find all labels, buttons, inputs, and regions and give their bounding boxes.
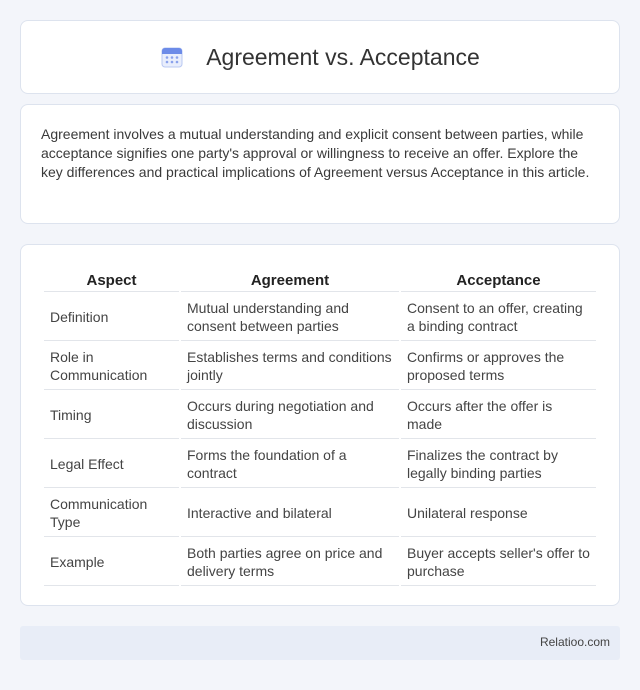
table-row — [44, 539, 596, 586]
table-cell-agreement: Forms the foundation of a contract — [181, 441, 399, 488]
table-row — [44, 441, 596, 488]
table-cell-acceptance: Occurs after the offer is made — [401, 392, 596, 439]
table-cell-agreement: Interactive and bilateral — [181, 490, 399, 537]
comparison-table — [42, 265, 598, 588]
table-cell-agreement: Both parties agree on price and delivery terms — [181, 539, 399, 586]
page-title: Agreement vs. Acceptance — [206, 43, 480, 70]
table-cell-aspect: Role in Communication — [44, 343, 179, 390]
table-cell-acceptance: Confirms or approves the proposed terms — [401, 343, 596, 390]
table-row — [44, 392, 596, 439]
table-cell-aspect: Example — [44, 539, 179, 586]
column-header-agreement: Agreement — [181, 267, 399, 292]
table-row — [44, 343, 596, 390]
table-cell-aspect: Communication Type — [44, 490, 179, 537]
intro-card — [20, 104, 620, 224]
table-cell-acceptance: Buyer accepts seller's offer to purchase — [401, 539, 596, 586]
table-header-row — [44, 267, 596, 292]
table-cell-agreement: Establishes terms and conditions jointly — [181, 343, 399, 390]
intro-text: Agreement involves a mutual understanding and explicit consent between parties, while acceptance signifies one party's approval or willingness to receive an offer. Explore the key differences and practical implications of Agreement versus Acceptance in this article. — [41, 126, 590, 180]
table-cell-acceptance: Consent to an offer, creating a binding contract — [401, 294, 596, 341]
footer-bar — [20, 626, 620, 660]
table-row — [44, 294, 596, 341]
table-card — [20, 244, 620, 606]
header-card — [20, 20, 620, 94]
table-cell-aspect: Timing — [44, 392, 179, 439]
table-row — [44, 490, 596, 537]
table-cell-acceptance: Unilateral response — [401, 490, 596, 537]
table-cell-agreement: Mutual understanding and consent between parties — [181, 294, 399, 341]
column-header-aspect: Aspect — [44, 267, 179, 292]
footer-brand[interactable]: Relatioo.com — [539, 635, 610, 649]
table-cell-agreement: Occurs during negotiation and discussion — [181, 392, 399, 439]
calendar-icon — [160, 45, 184, 69]
table-cell-aspect: Definition — [44, 294, 179, 341]
column-header-acceptance: Acceptance — [401, 267, 596, 292]
table-cell-acceptance: Finalizes the contract by legally binding parties — [401, 441, 596, 488]
title-wrap — [160, 44, 480, 71]
table-cell-aspect: Legal Effect — [44, 441, 179, 488]
